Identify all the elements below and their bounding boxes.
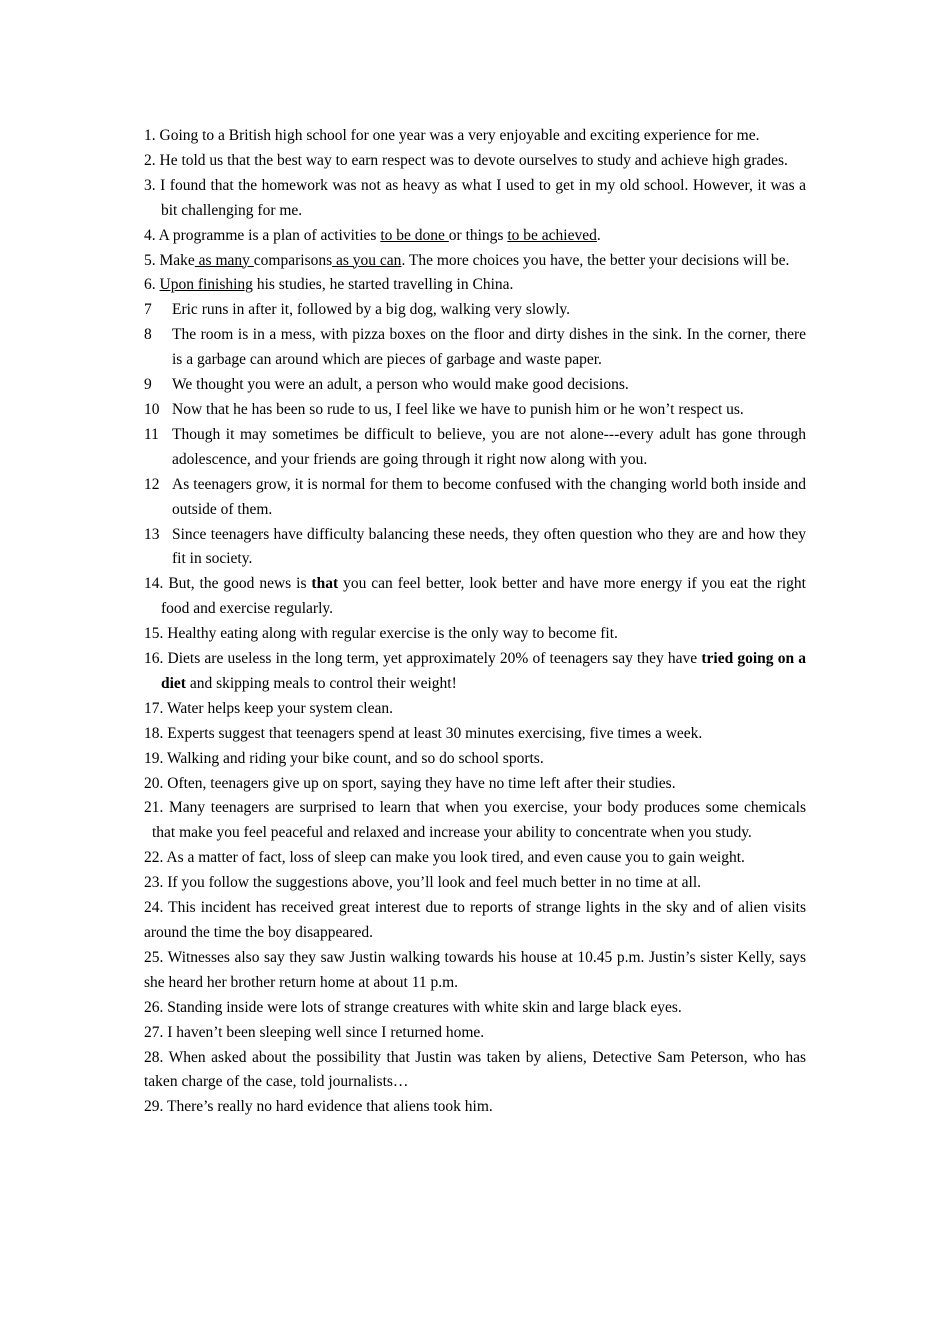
sentence-16: 16. Diets are useless in the long term, yet approximately 20% of teenagers say they have tried going on a diet and skipping meals to control their weight! — [144, 650, 806, 692]
sentence-1: 1. Going to a British high school for one year was a very enjoyable and exciting experience for me. — [144, 127, 760, 144]
sentence-10: 10 Now that he has been so rude to us, I feel like we have to punish him or he won’t respect us. — [144, 400, 744, 418]
sentence-5: 5. Make as many comparisons as you can. The more choices you have, the better your decisions will be. — [144, 251, 790, 269]
sentence-9: 9 We thought you were an adult, a person who would make good decisions. — [144, 376, 629, 394]
sentence-20: 20. Often, teenagers give up on sport, saying they have no time left after their studies. — [144, 774, 676, 792]
sentence-23: 23. If you follow the suggestions above, you’ll look and feel much better in no time at all. — [144, 874, 702, 892]
bold-phrase: tried going on a diet — [161, 650, 806, 692]
bold-phrase: that — [311, 575, 339, 593]
sentence-7: 7 Eric runs in after it, followed by a big dog, walking very slowly. — [144, 301, 571, 319]
sentence-26: 26. Standing inside were lots of strange creatures with white skin and large black eyes. — [144, 998, 682, 1016]
sentence-25: 25. Witnesses also say they saw Justin walking towards his house at 10.45 p.m. Justin’s sister Kelly, says she heard her brother return home at about 11 p.m. — [144, 948, 806, 991]
sentence-28: 28. When asked about the possibility that Justin was taken by aliens, Detective Sam Peterson, who has taken charge of the case, told journalists… — [144, 1048, 806, 1091]
sentence-22: 22. As a matter of fact, loss of sleep can make you look tired, and even cause you to gain weight. — [144, 849, 745, 867]
sentence-29: 29. There’s really no hard evidence that aliens took him. — [144, 1098, 493, 1116]
sentence-17: 17. Water helps keep your system clean. — [144, 699, 393, 717]
underlined-phrase: as many — [194, 251, 254, 269]
sentence-6: 6. Upon finishing his studies, he started travelling in China. — [144, 276, 514, 294]
sentence-2: 2. He told us that the best way to earn respect was to devote ourselves to study and achieve high grades. — [144, 151, 788, 169]
sentence-19: 19. Walking and riding your bike count, and so do school sports. — [144, 749, 544, 767]
sentence-12: 12 As teenagers grow, it is normal for them to become confused with the changing world both inside and outside of them. — [144, 475, 806, 518]
sentence-3: 3. I found that the homework was not as heavy as what I used to get in my old school. However, it was a bit challenging for me. — [144, 176, 806, 219]
sentence-4: 4. A programme is a plan of activities to be done or things to be achieved. — [144, 226, 601, 244]
sentence-14: 14. But, the good news is that you can feel better, look better and have more energy if you eat the right food and exercise regularly. — [144, 575, 806, 618]
sentence-15: 15. Healthy eating along with regular exercise is the only way to become fit. — [144, 625, 618, 643]
underlined-phrase: to be done — [380, 226, 449, 244]
underlined-phrase: to be achieved — [507, 226, 597, 244]
sentence-13: 13 Since teenagers have difficulty balancing these needs, they often question who they are and how they fit in society. — [144, 525, 806, 568]
sentence-18: 18. Experts suggest that teenagers spend at least 30 minutes exercising, five times a week. — [144, 724, 703, 742]
underlined-phrase: Upon finishing — [159, 276, 253, 294]
document-page — [144, 124, 806, 1120]
underlined-phrase: as you can — [332, 251, 402, 269]
sentence-21: 21. Many teenagers are surprised to learn that when you exercise, your body produces some chemicals that make you feel peaceful and relaxed and increase your ability to concentrate when you study. — [144, 799, 806, 842]
sentence-27: 27. I haven’t been sleeping well since I returned home. — [144, 1023, 485, 1041]
sentence-8: 8 The room is in a mess, with pizza boxes on the floor and dirty dishes in the sink. In the corner, there is a garbage can around which are pieces of garbage and waste paper. — [144, 326, 806, 369]
sentence-24: 24. This incident has received great interest due to reports of strange lights in the sky and of alien visits around the time the boy disappeared. — [144, 899, 806, 941]
sentence-11: 11 Though it may sometimes be difficult to believe, you are not alone---every adult has gone through adolescence, and your friends are going through it right now along with you. — [144, 425, 806, 468]
